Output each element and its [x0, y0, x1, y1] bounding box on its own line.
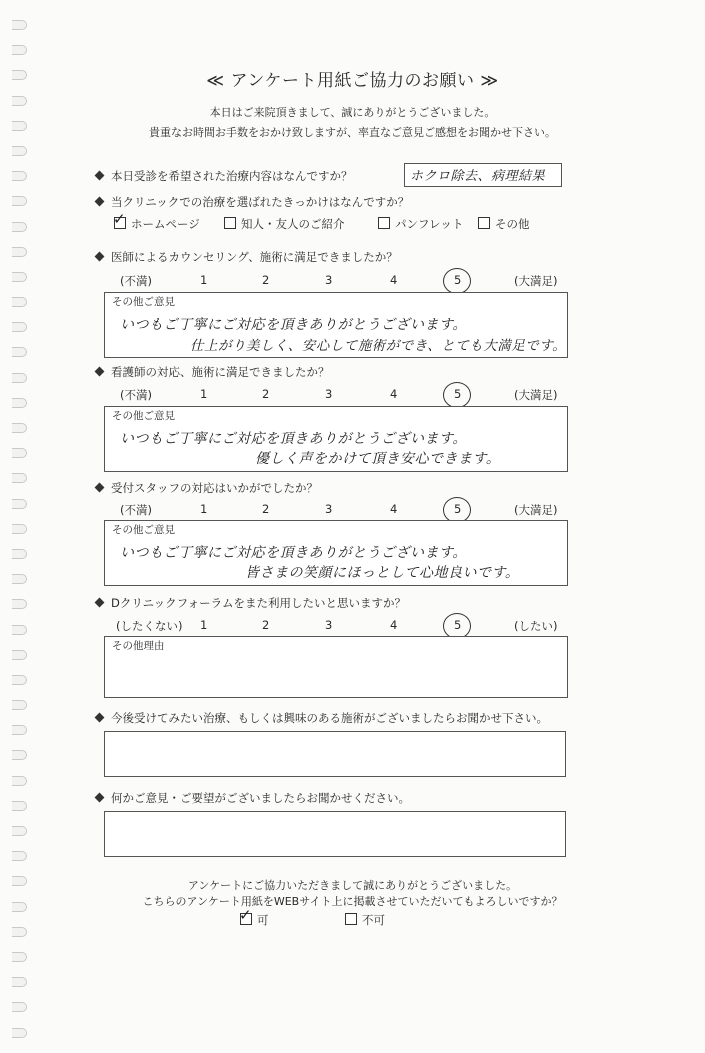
- binder-hole: [12, 222, 27, 232]
- binder-hole: [12, 146, 27, 156]
- option-referral[interactable]: 知人・友人のご紹介: [224, 216, 345, 232]
- scale-1[interactable]: 1: [200, 273, 208, 287]
- scale-high-label: (したい): [514, 619, 558, 633]
- scale-3[interactable]: 3: [325, 502, 333, 516]
- binder-hole: [12, 247, 27, 257]
- binder-hole: [12, 1002, 27, 1012]
- binder-hole: [12, 171, 27, 181]
- binder-hole: [12, 977, 27, 987]
- question-future-treatment: 今後受けてみたい治療、もしくは興味のある施術がございましたらお聞かせ下さい。: [96, 710, 548, 726]
- selected-circle-mark: [443, 382, 471, 408]
- scale-2[interactable]: 2: [262, 273, 270, 287]
- scale-5[interactable]: 5: [454, 502, 462, 516]
- scale-2[interactable]: 2: [262, 387, 270, 401]
- binder-hole: [12, 423, 27, 433]
- bullet-diamond-icon: [95, 171, 105, 181]
- scale-high-label: (大満足): [514, 274, 558, 288]
- doctor-opinion-line-1: いつもご丁寧にご対応を頂きありがとうございます。: [120, 317, 467, 333]
- binder-hole: [12, 776, 27, 786]
- binder-hole: [12, 625, 27, 635]
- scale-high-label: (大満足): [514, 388, 558, 402]
- question-reason: 当クリニックでの治療を選ばれたきっかけはなんですか？: [96, 194, 409, 210]
- footer-permission-question: こちらのアンケート用紙をWEBサイト上に掲載させていただいてもよろしいですか？: [142, 895, 563, 908]
- binder-hole: [12, 650, 27, 660]
- scale-1[interactable]: 1: [200, 387, 208, 401]
- scale-1[interactable]: 1: [200, 502, 208, 516]
- question-nurse: 看護師の対応、施術に満足できましたか？: [96, 364, 330, 380]
- nurse-opinion-label: その他ご意見: [112, 410, 175, 422]
- binder-hole: [12, 826, 27, 836]
- reuse-reason-label: その他理由: [112, 640, 165, 652]
- binder-hole: [12, 448, 27, 458]
- doctor-opinion-line-2: 仕上がり美しく、安心して施術ができ、とても大満足です。: [190, 338, 567, 354]
- binder-hole: [12, 297, 27, 307]
- binder-hole: [12, 524, 27, 534]
- option-publish-no[interactable]: 不可: [345, 912, 385, 928]
- reception-opinion-label: その他ご意見: [112, 524, 175, 536]
- nurse-opinion-line-2: 優しく声をかけて頂き安心できます。: [255, 451, 501, 467]
- scale-high-label: (大満足): [514, 503, 558, 517]
- binder-hole: [12, 373, 27, 383]
- binder-hole: [12, 675, 27, 685]
- nurse-opinion-line-1: いつもご丁寧にご対応を頂きありがとうございます。: [120, 431, 467, 447]
- binder-hole: [12, 20, 27, 30]
- scale-low-label: (不満): [120, 503, 152, 517]
- check-mark-icon: ✓: [113, 210, 126, 228]
- reception-opinion-line-2: 皆さまの笑顔にほっとして心地良いです。: [245, 565, 520, 581]
- question-comments: 何かご意見・ご要望がございましたらお聞かせください。: [96, 790, 410, 806]
- bullet-diamond-icon: [95, 713, 105, 723]
- binder-hole: [12, 499, 27, 509]
- binder-hole: [12, 599, 27, 609]
- bullet-diamond-icon: [95, 197, 105, 207]
- treatment-answer: ホクロ除去、病理結果: [410, 169, 546, 184]
- option-homepage[interactable]: ✓ ホームページ: [113, 210, 200, 231]
- scale-3[interactable]: 3: [325, 618, 333, 632]
- binder-hole: [12, 750, 27, 760]
- question-doctor: 医師によるカウンセリング、施術に満足できましたか？: [96, 249, 398, 265]
- reuse-reason-box[interactable]: [104, 636, 568, 698]
- bullet-diamond-icon: [95, 367, 105, 377]
- checkbox-homepage[interactable]: [113, 210, 126, 229]
- scale-5[interactable]: 5: [454, 618, 462, 632]
- scale-1[interactable]: 1: [200, 618, 208, 632]
- binder-hole: [12, 725, 27, 735]
- future-treatment-box[interactable]: [104, 731, 566, 777]
- binder-hole: [12, 851, 27, 861]
- page-title: ≪ アンケート用紙ご協力のお願い ≫: [206, 71, 499, 91]
- scale-4[interactable]: 4: [390, 273, 398, 287]
- checkbox-referral[interactable]: [224, 217, 236, 229]
- question-treatment: 本日受診を希望された治療内容はなんですか？: [96, 168, 353, 184]
- intro-line-2: 貴重なお時間お手数をおかけ致しますが、率直なご意見ご感想をお聞かせ下さい。: [149, 126, 556, 139]
- binder-hole: [12, 272, 27, 282]
- binder-hole: [12, 45, 27, 55]
- question-reception: 受付スタッフの対応はいかがでしたか？: [96, 480, 318, 496]
- bullet-diamond-icon: [95, 252, 105, 262]
- comments-box[interactable]: [104, 811, 566, 857]
- binder-hole: [12, 322, 27, 332]
- bullet-diamond-icon: [95, 793, 105, 803]
- binder-hole: [12, 1028, 27, 1038]
- binder-hole: [12, 927, 27, 937]
- option-publish-yes[interactable]: ✓ 可: [239, 906, 269, 927]
- bullet-diamond-icon: [95, 598, 105, 608]
- checkbox-other[interactable]: [478, 217, 490, 229]
- option-pamphlet[interactable]: パンフレット: [378, 216, 463, 232]
- binder-hole: [12, 347, 27, 357]
- scale-5[interactable]: 5: [454, 387, 462, 401]
- scale-low-label: (不満): [120, 388, 152, 402]
- binder-hole: [12, 549, 27, 559]
- binder-hole: [12, 196, 27, 206]
- scale-low-label: (不満): [120, 274, 152, 288]
- checkbox-publish-no[interactable]: [345, 913, 357, 925]
- scale-3[interactable]: 3: [325, 387, 333, 401]
- reception-opinion-line-1: いつもご丁寧にご対応を頂きありがとうございます。: [120, 545, 467, 561]
- checkbox-publish-yes[interactable]: [239, 906, 252, 925]
- scale-3[interactable]: 3: [325, 273, 333, 287]
- selected-circle-mark: [443, 268, 471, 294]
- binder-hole: [12, 398, 27, 408]
- scale-4[interactable]: 4: [390, 502, 398, 516]
- footer-thanks: アンケートにご協力いただきまして誠にありがとうございました。: [187, 879, 518, 892]
- scale-4[interactable]: 4: [390, 618, 398, 632]
- bullet-diamond-icon: [95, 483, 105, 493]
- scale-2[interactable]: 2: [262, 502, 270, 516]
- scale-5[interactable]: 5: [454, 273, 462, 287]
- binder-hole: [12, 801, 27, 811]
- scale-4[interactable]: 4: [390, 387, 398, 401]
- binder-hole: [12, 574, 27, 584]
- question-reuse: Dクリニックフォーラムをまた利用したいと思いますか？: [96, 595, 406, 611]
- intro-line-1: 本日はご来院頂きまして、誠にありがとうございました。: [209, 106, 496, 119]
- binder-hole: [12, 952, 27, 962]
- option-other[interactable]: その他: [478, 216, 530, 232]
- check-mark-icon: ✓: [239, 906, 252, 924]
- binder-hole: [12, 473, 27, 483]
- checkbox-pamphlet[interactable]: [378, 217, 390, 229]
- binder-hole: [12, 700, 27, 710]
- doctor-opinion-label: その他ご意見: [112, 296, 175, 308]
- scale-low-label: (したくない): [116, 619, 183, 633]
- scale-2[interactable]: 2: [262, 618, 270, 632]
